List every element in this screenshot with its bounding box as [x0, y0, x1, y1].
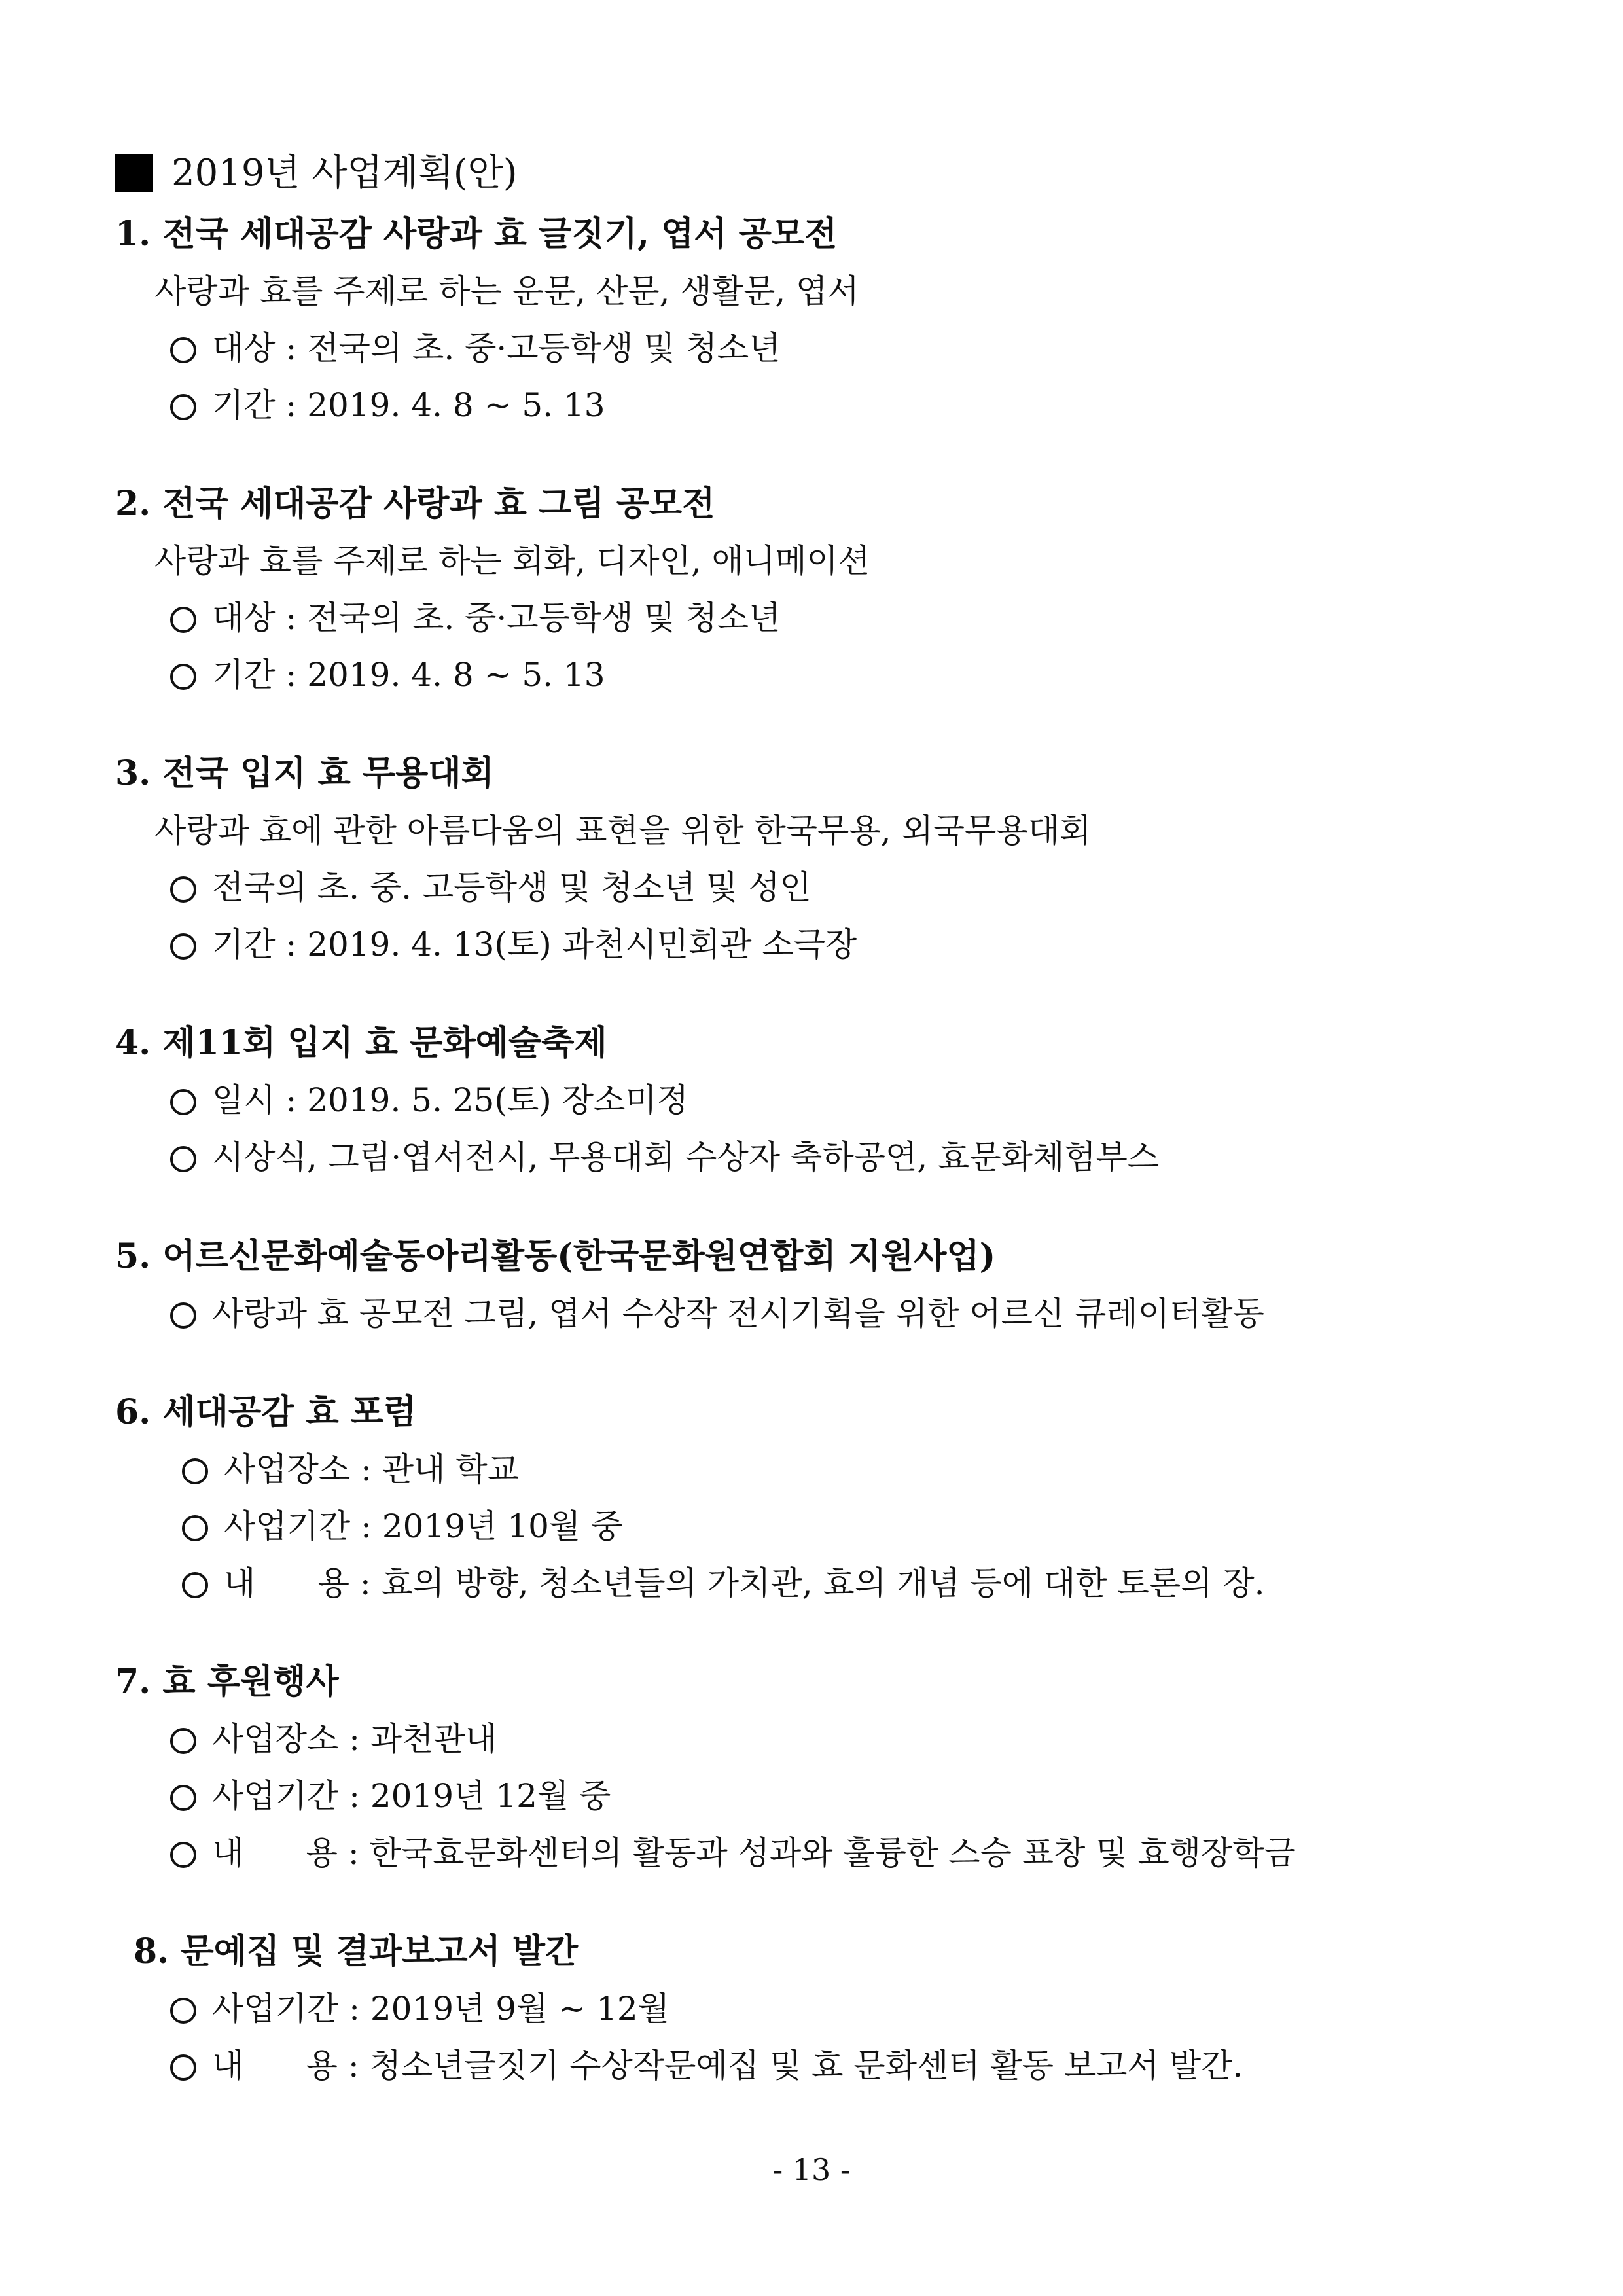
- section-2-heading: 2. 전국 세대공감 사랑과 효 그림 공모전: [115, 484, 715, 524]
- circle-bullet-icon: [170, 1842, 196, 1868]
- circle-bullet-icon: [170, 664, 196, 690]
- item-text: 사업기간 : 2019년 10월 중: [224, 1507, 623, 1545]
- section-5-item-1: [170, 1287, 1264, 1340]
- section-8-item-2: [170, 2039, 1243, 2092]
- section-8-item-1: [170, 1982, 669, 2035]
- section-2-item-1: [170, 592, 781, 644]
- circle-bullet-icon: [182, 1515, 208, 1541]
- item-text: 시상식, 그림·엽서전시, 무용대회 수상자 축하공연, 효문화체험부스: [212, 1138, 1160, 1176]
- circle-bullet-icon: [170, 933, 196, 960]
- section-7-item-2: [170, 1770, 611, 1822]
- item-text: 내 용 : 효의 방향, 청소년들의 가치관, 효의 개념 등에 대한 토론의 장.: [224, 1564, 1265, 1602]
- item-text: 사업기간 : 2019년 9월 ~ 12월: [212, 1990, 669, 2028]
- section-4-heading: 4. 제11회 입지 효 문화예술축제: [115, 1023, 607, 1063]
- item-text: 기간 : 2019. 4. 13(토) 과천시민회관 소극장: [212, 925, 857, 963]
- section-3-item-2: [170, 918, 857, 971]
- circle-bullet-icon: [170, 394, 196, 420]
- section-4-item-2: [170, 1131, 1159, 1183]
- document-title: [115, 144, 518, 203]
- section-5-heading: 5. 어르신문화예술동아리활동(한국문화원연합회 지원사업): [115, 1236, 996, 1276]
- circle-bullet-icon: [170, 1089, 196, 1115]
- section-7-item-1: [170, 1713, 497, 1765]
- black-square-bullet-icon: [115, 154, 153, 192]
- circle-bullet-icon: [182, 1458, 208, 1484]
- item-text: 내 용 : 한국효문화센터의 활동과 성과와 훌륭한 스승 표창 및 효행장학금: [212, 1834, 1296, 1872]
- section-6-item-1: [182, 1443, 519, 1496]
- item-text: 대상 : 전국의 초. 중·고등학생 및 청소년: [212, 599, 781, 637]
- circle-bullet-icon: [170, 607, 196, 633]
- section-4-item-1: [170, 1074, 688, 1126]
- circle-bullet-icon: [170, 1728, 196, 1754]
- item-text: 기간 : 2019. 4. 8 ~ 5. 13: [212, 656, 605, 694]
- page-number: - 13 -: [772, 2152, 851, 2187]
- section-1-item-2: [170, 379, 605, 431]
- circle-bullet-icon: [170, 337, 196, 363]
- section-3-item-1: [170, 861, 812, 914]
- section-3-heading: 3. 전국 입지 효 무용대회: [115, 753, 494, 793]
- item-text: 사랑과 효 공모전 그림, 엽서 수상작 전시기획을 위한 어르신 큐레이터활동: [212, 1295, 1264, 1333]
- section-6-heading: 6. 세대공감 효 포럼: [115, 1392, 417, 1432]
- section-6-item-3: [182, 1557, 1265, 1609]
- circle-bullet-icon: [170, 2054, 196, 2081]
- circle-bullet-icon: [170, 876, 196, 903]
- item-text: 사업기간 : 2019년 12월 중: [212, 1777, 611, 1815]
- circle-bullet-icon: [170, 1146, 196, 1172]
- section-8-heading: 8. 문예집 및 결과보고서 발간: [134, 1931, 579, 1971]
- item-text: 사업장소 : 과천관내: [212, 1720, 497, 1758]
- section-1-description: 사랑과 효를 주제로 하는 운문, 산문, 생활문, 엽서: [154, 272, 859, 310]
- section-7-item-3: [170, 1827, 1296, 1879]
- item-text: 내 용 : 청소년글짓기 수상작문예집 및 효 문화센터 활동 보고서 발간.: [212, 2047, 1243, 2085]
- circle-bullet-icon: [182, 1572, 208, 1598]
- item-text: 사업장소 : 관내 학교: [224, 1450, 519, 1488]
- circle-bullet-icon: [170, 1785, 196, 1811]
- section-1-item-1: [170, 322, 781, 374]
- circle-bullet-icon: [170, 1998, 196, 2024]
- item-text: 전국의 초. 중. 고등학생 및 청소년 및 성인: [212, 869, 812, 906]
- title-text: 2019년 사업계획(안): [171, 152, 518, 194]
- item-text: 일시 : 2019. 5. 25(토) 장소미정: [212, 1081, 688, 1119]
- section-7-heading: 7. 효 후원행사: [115, 1662, 339, 1702]
- item-text: 기간 : 2019. 4. 8 ~ 5. 13: [212, 386, 605, 424]
- circle-bullet-icon: [170, 1302, 196, 1329]
- section-2-description: 사랑과 효를 주제로 하는 회화, 디자인, 애니메이션: [154, 542, 870, 580]
- section-6-item-2: [182, 1500, 622, 1552]
- section-3-description: 사랑과 효에 관한 아름다움의 표현을 위한 한국무용, 외국무용대회: [154, 812, 1092, 850]
- item-text: 대상 : 전국의 초. 중·고등학생 및 청소년: [212, 329, 781, 367]
- section-2-item-2: [170, 649, 605, 701]
- section-1-heading: 1. 전국 세대공감 사랑과 효 글짓기, 엽서 공모전: [115, 214, 838, 254]
